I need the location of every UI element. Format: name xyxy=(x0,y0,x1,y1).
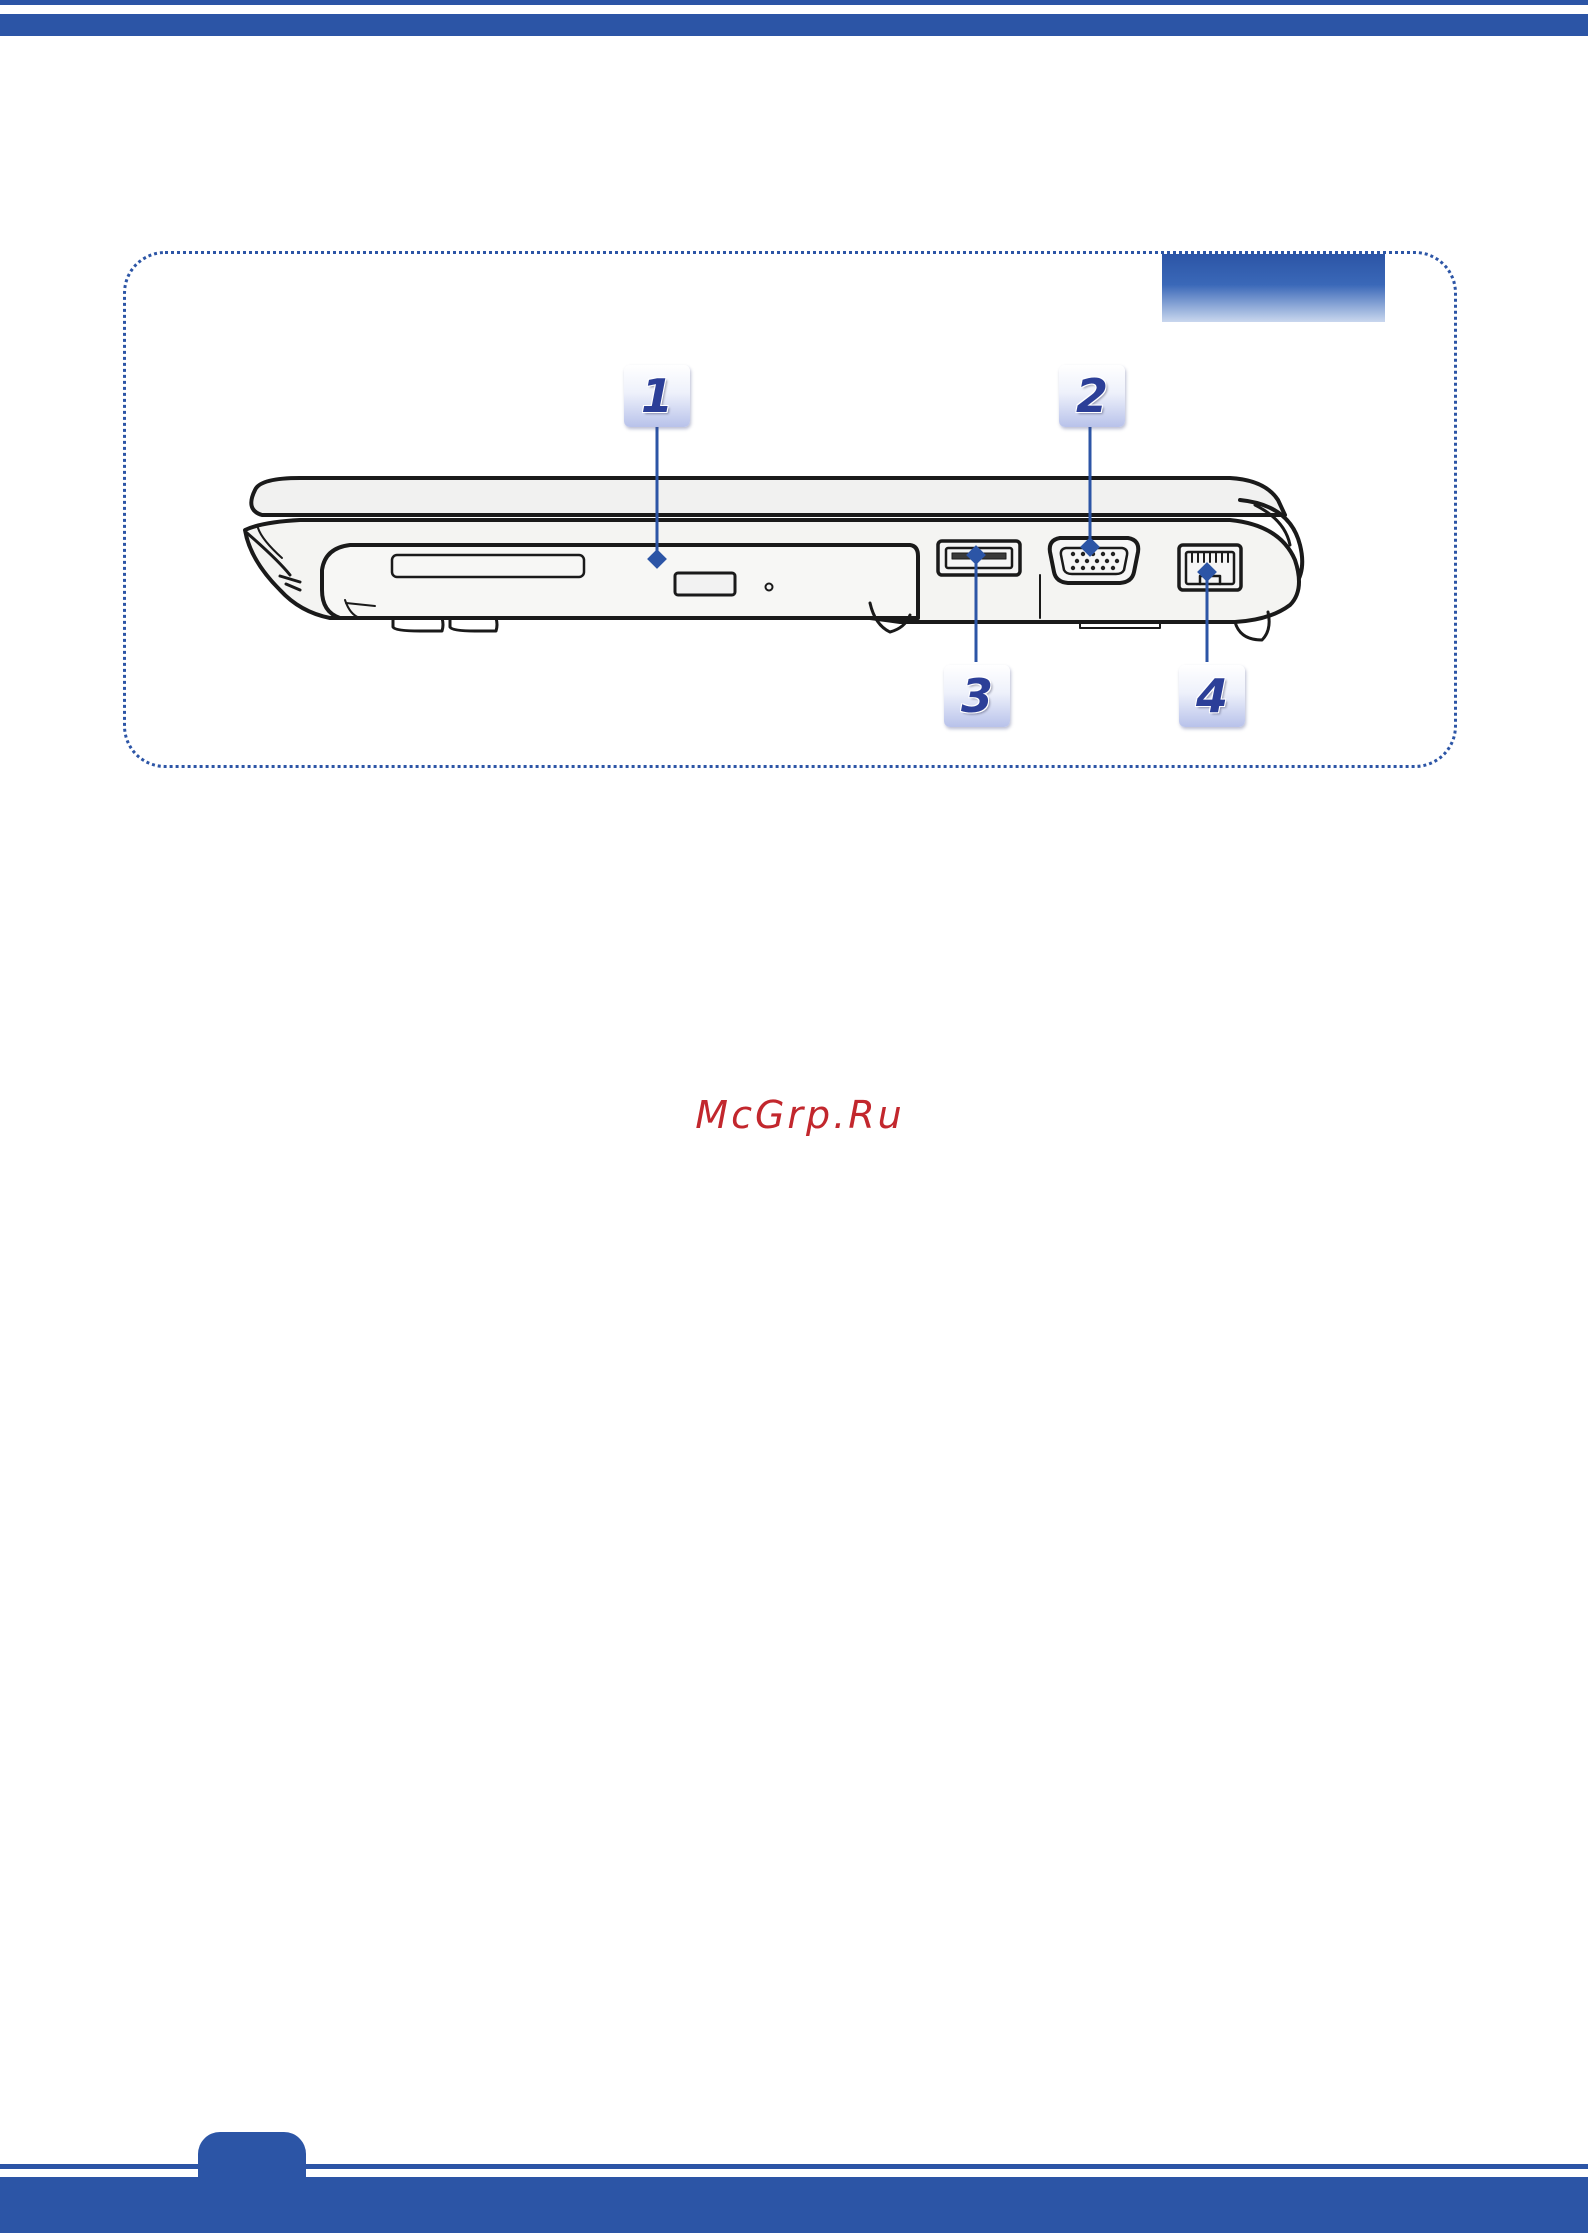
callout-number: 2 xyxy=(1075,369,1108,423)
callout-number: 1 xyxy=(640,369,673,423)
figure-frame xyxy=(123,251,1457,768)
callout-badge-3 xyxy=(944,665,1010,727)
callout-badge-1 xyxy=(624,365,690,427)
watermark-text: McGrp.Ru xyxy=(695,1093,905,1137)
figure-heading-tab xyxy=(1162,254,1385,322)
callout-badge-4 xyxy=(1179,665,1245,727)
callout-number: 3 xyxy=(960,669,993,723)
header-rule-thick xyxy=(0,14,1588,36)
page-number-tab xyxy=(198,2132,306,2192)
header-rule-thin xyxy=(0,0,1588,5)
callout-number: 4 xyxy=(1195,669,1228,723)
callout-badge-2 xyxy=(1059,365,1125,427)
